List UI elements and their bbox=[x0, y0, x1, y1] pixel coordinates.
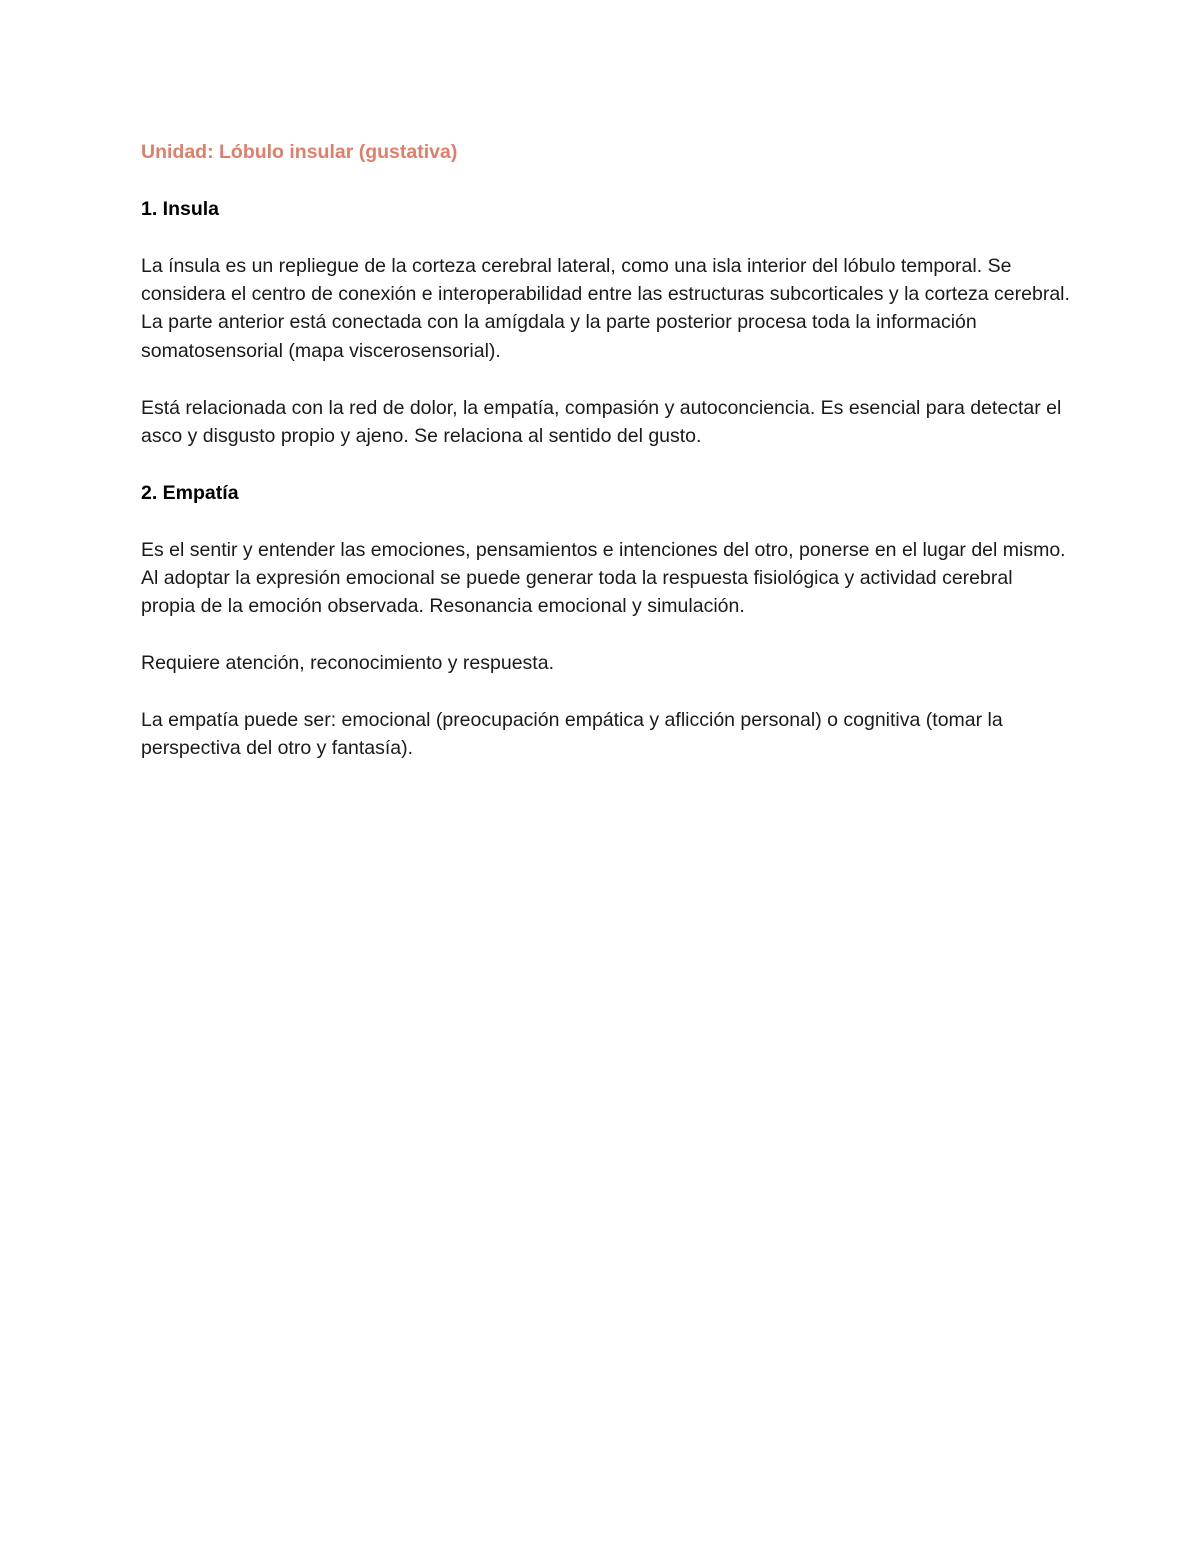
document-page bbox=[141, 138, 1071, 791]
section-heading: 2. Empatía bbox=[141, 481, 239, 504]
section-insula bbox=[141, 195, 1071, 451]
paragraph: Es el sentir y entender las emociones, pensamientos e intenciones del otro, ponerse en el lugar del mismo. Al adoptar la expresión emocional se puede generar toda la respuesta fisiológica y actividad cerebral propia de la emoción observada. Resonancia emocional y simulación. bbox=[141, 538, 1066, 618]
paragraph: La ínsula es un repliegue de la corteza cerebral lateral, como una isla interior del lóbulo temporal. Se considera el centro de conexión e interoperabilidad entre las estructuras subcorticales y la corteza cerebral. La parte anterior está conectada con la amígdala y la parte posterior procesa toda la información somatosensorial (mapa viscerosensorial). bbox=[141, 254, 1070, 362]
section-empatia bbox=[141, 479, 1071, 763]
section-heading: 1. Insula bbox=[141, 197, 220, 220]
paragraph: La empatía puede ser: emocional (preocupación empática y aflicción personal) o cognitiva (tomar la perspectiva del otro y fantasía). bbox=[141, 709, 1003, 760]
paragraph: Requiere atención, reconocimiento y respuesta. bbox=[141, 652, 554, 675]
document-title: Unidad: Lóbulo insular (gustativa) bbox=[141, 141, 458, 163]
paragraph: Está relacionada con la red de dolor, la empatía, compasión y autoconciencia. Es esencial para detectar el asco y disgusto propio y ajeno. Se relaciona al sentido del gusto. bbox=[141, 396, 1062, 448]
